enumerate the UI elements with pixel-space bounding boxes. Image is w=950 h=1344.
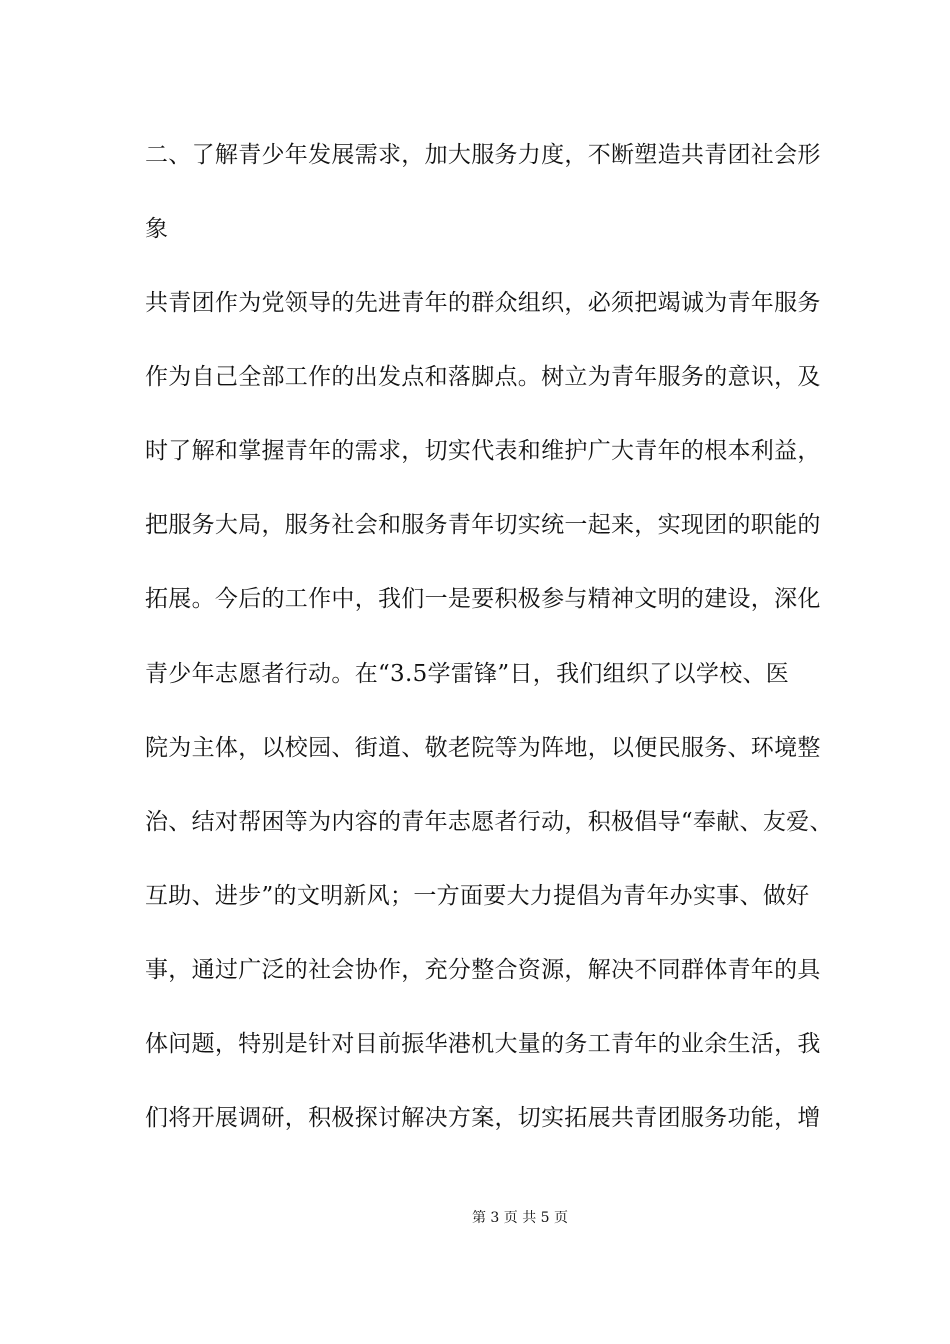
body-line: 青少年志愿者行动。在“3.5学雷锋”日，我们组织了以学校、医 xyxy=(145,661,790,687)
body-line: 互助、进步”的文明新风；一方面要大力提倡为青年办实事、做好 xyxy=(145,883,810,909)
body-line: 时了解和掌握青年的需求，切实代表和维护广大青年的根本利益， xyxy=(145,438,821,464)
body-line: 体问题，特别是针对目前振华港机大量的务工青年的业余生活，我 xyxy=(145,1031,821,1057)
body-line: 作为自己全部工作的出发点和落脚点。树立为青年服务的意识，及 xyxy=(145,364,821,390)
page-footer xyxy=(0,1208,950,1228)
page-number: 第 3 页 共 5 页 xyxy=(471,1210,569,1226)
body-line: 共青团作为党领导的先进青年的群众组织，必须把竭诚为青年服务 xyxy=(145,290,821,316)
body-line: 把服务大局，服务社会和服务青年切实统一起来，实现团的职能的 xyxy=(145,512,821,538)
body-line: 事，通过广泛的社会协作，充分整合资源，解决不同群体青年的具 xyxy=(145,957,821,983)
section-heading-line-2: 象 xyxy=(145,216,169,242)
body-line: 院为主体，以校园、街道、敬老院等为阵地，以便民服务、环境整 xyxy=(145,735,821,761)
body-line: 们将开展调研，积极探讨解决方案，切实拓展共青团服务功能，增 xyxy=(145,1105,821,1131)
body-line: 治、结对帮困等为内容的青年志愿者行动，积极倡导“奉献、友爱、 xyxy=(145,809,833,835)
body-line: 拓展。今后的工作中，我们一是要积极参与精神文明的建设，深化 xyxy=(145,586,821,612)
section-heading-line-1: 二、了解青少年发展需求，加大服务力度，不断塑造共青团社会形 xyxy=(145,142,821,168)
